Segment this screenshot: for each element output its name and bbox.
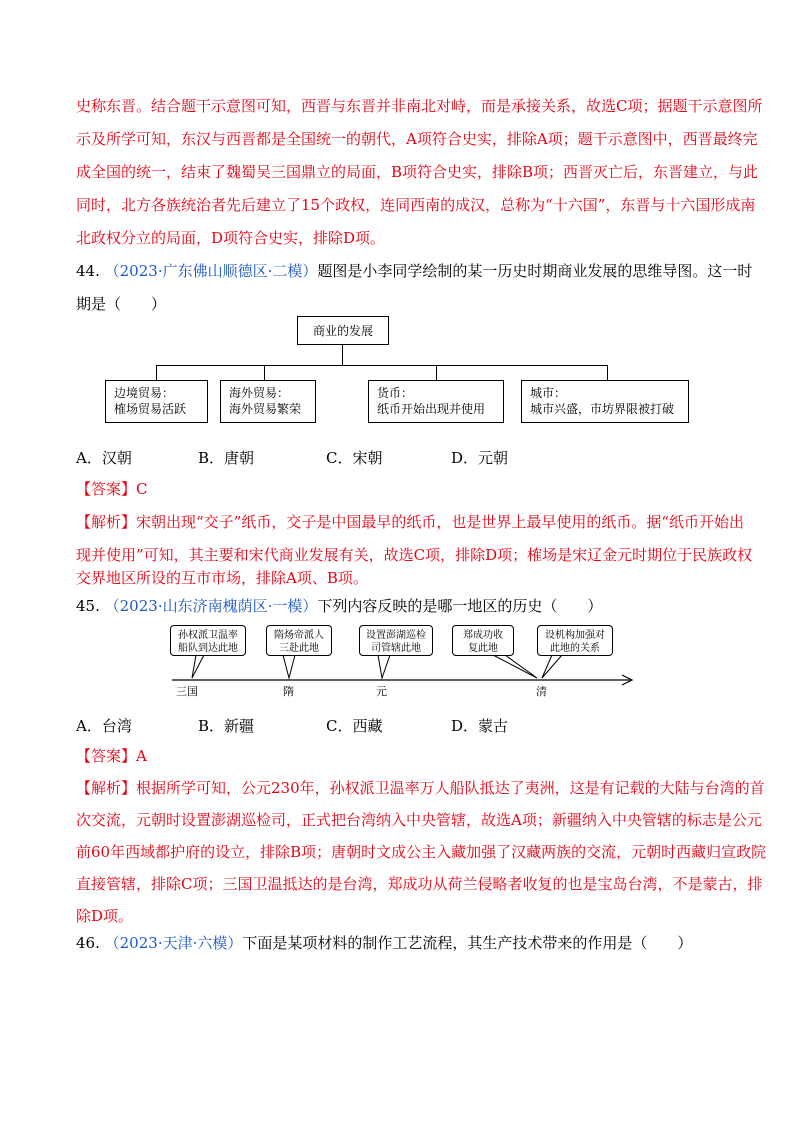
question-source: （2023·天津·六模） [104,934,243,952]
option-b: B．唐朝 [198,449,255,467]
question-text: 下面是某项材料的制作工艺流程，其生产技术带来的作用是（ ） [242,934,693,952]
question-text: 下列内容反映的是哪一地区的历史（ ） [317,597,603,615]
timeline-event [266,625,332,656]
question-text: 题图是小李同学绘制的某一历史时期商业发展的思维导图。这一时 [317,262,753,280]
q44-analysis [76,512,744,532]
answer-value: A [136,747,147,765]
answer-label: 【答案】 [76,747,137,765]
event-text: 此地的关系 [550,643,600,654]
q45-answer [76,746,147,766]
event-text: 复此地 [468,643,498,654]
mindmap-node [220,380,316,423]
mindmap-node [105,380,208,423]
option-b: B．新疆 [198,717,255,735]
q46-stem [76,933,692,953]
analysis-label: 【解析】 [76,513,137,531]
q45-analysis-line: 直接管辖，排除C项；三国卫温抵达的是台湾，郑成功从荷兰侵略者收复的也是宝岛台湾，不是蒙古，排 [76,875,763,893]
q45-analysis-line: 前60年西域都护府的设立，排除B项；唐朝时文成公主入藏加强了汉藏两族的交流，元朝时西藏归宣政院 [76,843,767,861]
mindmap-stem-line [342,345,343,365]
question-source: （2023·山东济南槐荫区·一模） [104,597,318,615]
option-d: D．蒙古 [451,717,509,735]
event-text: 设机构加强对 [545,630,605,641]
timeline-event [359,625,433,656]
option-a: A．汉朝 [76,449,132,467]
node-text: 纸币开始出现并使用 [377,402,486,416]
question-number: 46. [76,934,100,952]
prev-explanation-line: 北政权分立的局面，D项符合史实，排除D项。 [76,229,386,247]
prev-explanation-line: 成全国的统一，结束了魏蜀吴三国鼎立的局面，B项符合史实，排除B项；西晋灭亡后，东晋建立，与此 [76,163,759,181]
timeline-event [537,625,613,656]
event-text: 郑成功收 [463,630,503,641]
q44-stem-cont: 期是（ ） [76,295,167,313]
node-text: 榷场贸易活跃 [114,402,187,416]
mindmap-drop-line [156,365,157,380]
timeline-label: 清 [536,685,547,698]
timeline-label: 元 [376,685,387,698]
event-text: 三赴此地 [279,643,319,654]
node-title: 货币： [377,386,414,400]
event-text: 隋炀帝派人 [274,630,324,641]
event-text: 设置澎湖巡检 [366,630,426,641]
option-a: A．台湾 [76,717,132,735]
prev-explanation-line: 史称东晋。结合题干示意图可知，西晋与东晋并非南北对峙，而是承接关系，故选C项；据题干示意图所 [76,97,763,115]
node-title: 城市： [530,386,567,400]
node-title: 边境贸易： [114,386,175,400]
event-text: 船队到达此地 [178,643,238,654]
prev-explanation-line: 同时，北方各族统治者先后建立了15个政权，连同西南的成汉，总称为“十六国”，东晋与十六国形成南 [76,196,756,214]
timeline-event [170,625,246,656]
mindmap-drop-line [264,365,265,380]
event-text: 孙权派卫温率 [178,630,238,641]
event-text: 司管辖此地 [371,643,421,654]
option-d: D．元朝 [451,449,509,467]
q44-analysis-line: 现并使用”可知，其主要和宋代商业发展有关，故选C项，排除D项；榷场是宋辽金元时期位于民族政权 [76,546,753,564]
analysis-text: 宋朝出现“交子”纸币，交子是中国最早的纸币，也是世界上最早使用的纸币。据“纸币开始出 [136,513,745,531]
question-number: 44. [76,262,100,280]
mindmap-node [521,380,689,423]
q45-stem [76,596,602,616]
option-c: C．西藏 [326,717,383,735]
q45-analysis-line: 次交流，元朝时设置澎湖巡检司，正式把台湾纳入中央管辖，故选A项；新疆纳入中央管辖的标志是公元 [76,811,762,829]
q45-analysis-line: 除D项。 [76,907,134,925]
mindmap-root: 商业的发展 [297,316,389,345]
analysis-text: 根据所学可知，公元230年，孙权派卫温率万人船队抵达了夷洲，这是有记载的大陆与台湾的首 [136,779,765,797]
mindmap-drop-line [607,365,608,380]
question-number: 45. [76,597,100,615]
mindmap-branch-line [156,365,608,366]
node-text: 城市兴盛，市坊界限被打破 [530,402,675,416]
q44-answer [76,479,148,499]
q44-stem [76,261,752,281]
q44-analysis-line: 交界地区所设的互市市场，排除A项、B项。 [76,569,368,587]
timeline-label: 三国 [176,685,198,698]
answer-value: C [136,480,148,498]
node-title: 海外贸易： [229,386,290,400]
prev-explanation-line: 示及所学可知，东汉与西晋都是全国统一的朝代，A项符合史实，排除A项；题干示意图中，西晋最终完 [76,130,758,148]
timeline-event [452,625,514,656]
timeline-label: 隋 [283,685,294,698]
analysis-label: 【解析】 [76,779,137,797]
q45-analysis [76,778,765,798]
answer-label: 【答案】 [76,480,137,498]
option-c: C．宋朝 [326,449,383,467]
mindmap-node [368,380,504,423]
question-source: （2023·广东佛山顺德区·二模） [104,262,318,280]
mindmap-drop-line [436,365,437,380]
node-text: 海外贸易繁荣 [229,402,302,416]
